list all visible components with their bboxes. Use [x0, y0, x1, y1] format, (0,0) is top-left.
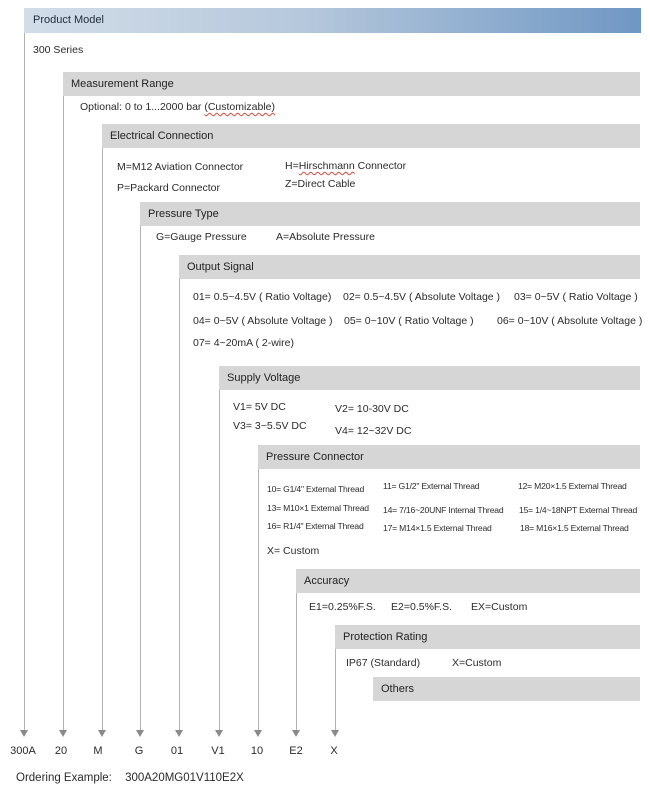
guide-line-pressure-type — [140, 226, 141, 730]
connector-14: 14= 7/16~20UNF Internal Thread — [383, 505, 504, 515]
guide-line-series — [24, 33, 25, 730]
protection-rating-bar — [335, 625, 640, 649]
electrical-option-h — [285, 160, 406, 172]
ordering-example — [16, 772, 244, 784]
guide-line-output — [179, 279, 180, 730]
electrical-option-h-brand: Hirschmann — [298, 160, 355, 172]
electrical-option-h-suffix: Connector — [354, 160, 407, 172]
supply-voltage-title: Supply Voltage — [227, 372, 301, 384]
arrow-down-icon — [98, 730, 106, 737]
supply-voltage-v3: V3= 3~5.5V DC — [233, 420, 307, 432]
pressure-type-bar — [140, 202, 640, 226]
supply-voltage-v4: V4= 12~32V DC — [335, 425, 412, 437]
connector-18: 18= M16×1.5 External Thread — [520, 523, 629, 533]
arrow-down-icon — [215, 730, 223, 737]
guide-line-supply — [219, 390, 220, 730]
arrow-down-icon — [59, 730, 67, 737]
electrical-connection-bar — [102, 124, 640, 148]
output-signal-06: 06= 0~10V ( Absolute Voltage ) — [497, 315, 643, 327]
connector-16: 16= R1/4" External Thread — [267, 521, 364, 531]
code-supply: V1 — [211, 745, 225, 757]
product-model-header — [24, 8, 641, 33]
arrow-down-icon — [20, 730, 28, 737]
guide-line-protection — [335, 649, 336, 730]
arrow-down-icon — [136, 730, 144, 737]
electrical-option-m: M=M12 Aviation Connector — [117, 161, 244, 173]
connector-15: 15= 1/4~18NPT External Thread — [519, 505, 638, 515]
code-pressure-type: G — [134, 745, 144, 757]
guide-line-accuracy — [296, 593, 297, 730]
output-signal-04: 04= 0~5V ( Absolute Voltage ) — [193, 315, 333, 327]
supply-voltage-v1: V1= 5V DC — [233, 401, 286, 413]
accuracy-e1: E1=0.25%F.S. — [309, 601, 376, 613]
code-connector: 10 — [250, 745, 264, 757]
header-title: Product Model — [33, 14, 104, 26]
output-signal-title: Output Signal — [187, 261, 254, 273]
code-accuracy: E2 — [289, 745, 303, 757]
connector-12: 12= M20×1.5 External Thread — [518, 481, 627, 491]
output-signal-02: 02= 0.5~4.5V ( Absolute Voltage ) — [343, 291, 501, 303]
series-label: 300 Series — [33, 44, 84, 56]
arrow-down-icon — [331, 730, 339, 737]
others-bar — [373, 677, 640, 701]
output-signal-01: 01= 0.5~4.5V ( Ratio Voltage) — [193, 291, 332, 303]
connector-custom: X= Custom — [267, 545, 320, 557]
code-output: 01 — [170, 745, 184, 757]
arrow-down-icon — [175, 730, 183, 737]
protection-custom: X=Custom — [452, 657, 502, 669]
measurement-range-customizable: (Customizable) — [204, 101, 275, 113]
pressure-connector-title: Pressure Connector — [266, 451, 364, 463]
measurement-range-title: Measurement Range — [71, 78, 174, 90]
electrical-option-h-prefix: H= — [285, 160, 299, 172]
measurement-range-bar — [63, 72, 640, 96]
protection-ip67: IP67 (Standard) — [346, 657, 421, 669]
accuracy-title: Accuracy — [304, 575, 350, 587]
accuracy-ex: EX=Custom — [471, 601, 528, 613]
code-electrical: M — [93, 745, 103, 757]
arrow-down-icon — [254, 730, 262, 737]
connector-17: 17= M14×1.5 External Thread — [383, 523, 492, 533]
guide-line-connector — [258, 469, 259, 730]
guide-line-range — [63, 92, 64, 730]
electrical-option-z: Z=Direct Cable — [285, 178, 356, 190]
arrow-down-icon — [292, 730, 300, 737]
ordering-example-value: 300A20MG01V110E2X — [125, 772, 244, 784]
accuracy-bar — [296, 569, 640, 593]
pressure-connector-bar — [258, 445, 640, 469]
supply-voltage-v2: V2= 10-30V DC — [335, 403, 409, 415]
measurement-range-prefix: Optional: 0 to 1...2000 bar — [80, 101, 205, 113]
ordering-example-label: Ordering Example: — [16, 772, 112, 784]
code-series: 300A — [10, 745, 36, 757]
pressure-type-gauge: G=Gauge Pressure — [156, 231, 247, 243]
guide-line-electrical — [102, 148, 103, 730]
output-signal-bar — [179, 255, 640, 279]
electrical-connection-title: Electrical Connection — [110, 130, 214, 142]
protection-rating-title: Protection Rating — [343, 631, 428, 643]
code-protection: X — [330, 745, 338, 757]
output-signal-05: 05= 0~10V ( Ratio Voltage ) — [344, 315, 474, 327]
code-range: 20 — [54, 745, 68, 757]
accuracy-e2: E2=0.5%F.S. — [391, 601, 452, 613]
connector-10: 10= G1/4" External Thread — [267, 484, 365, 494]
pressure-type-title: Pressure Type — [148, 208, 219, 220]
supply-voltage-bar — [219, 366, 640, 390]
output-signal-07: 07= 4~20mA ( 2-wire) — [193, 337, 294, 349]
connector-11: 11= G1/2" External Thread — [383, 481, 480, 491]
output-signal-03: 03= 0~5V ( Ratio Voltage ) — [514, 291, 638, 303]
measurement-range-option — [80, 101, 275, 113]
others-title: Others — [381, 683, 415, 695]
electrical-option-p: P=Packard Connector — [117, 182, 221, 194]
connector-13: 13= M10×1 External Thread — [267, 503, 369, 513]
pressure-type-absolute: A=Absolute Pressure — [276, 231, 375, 243]
